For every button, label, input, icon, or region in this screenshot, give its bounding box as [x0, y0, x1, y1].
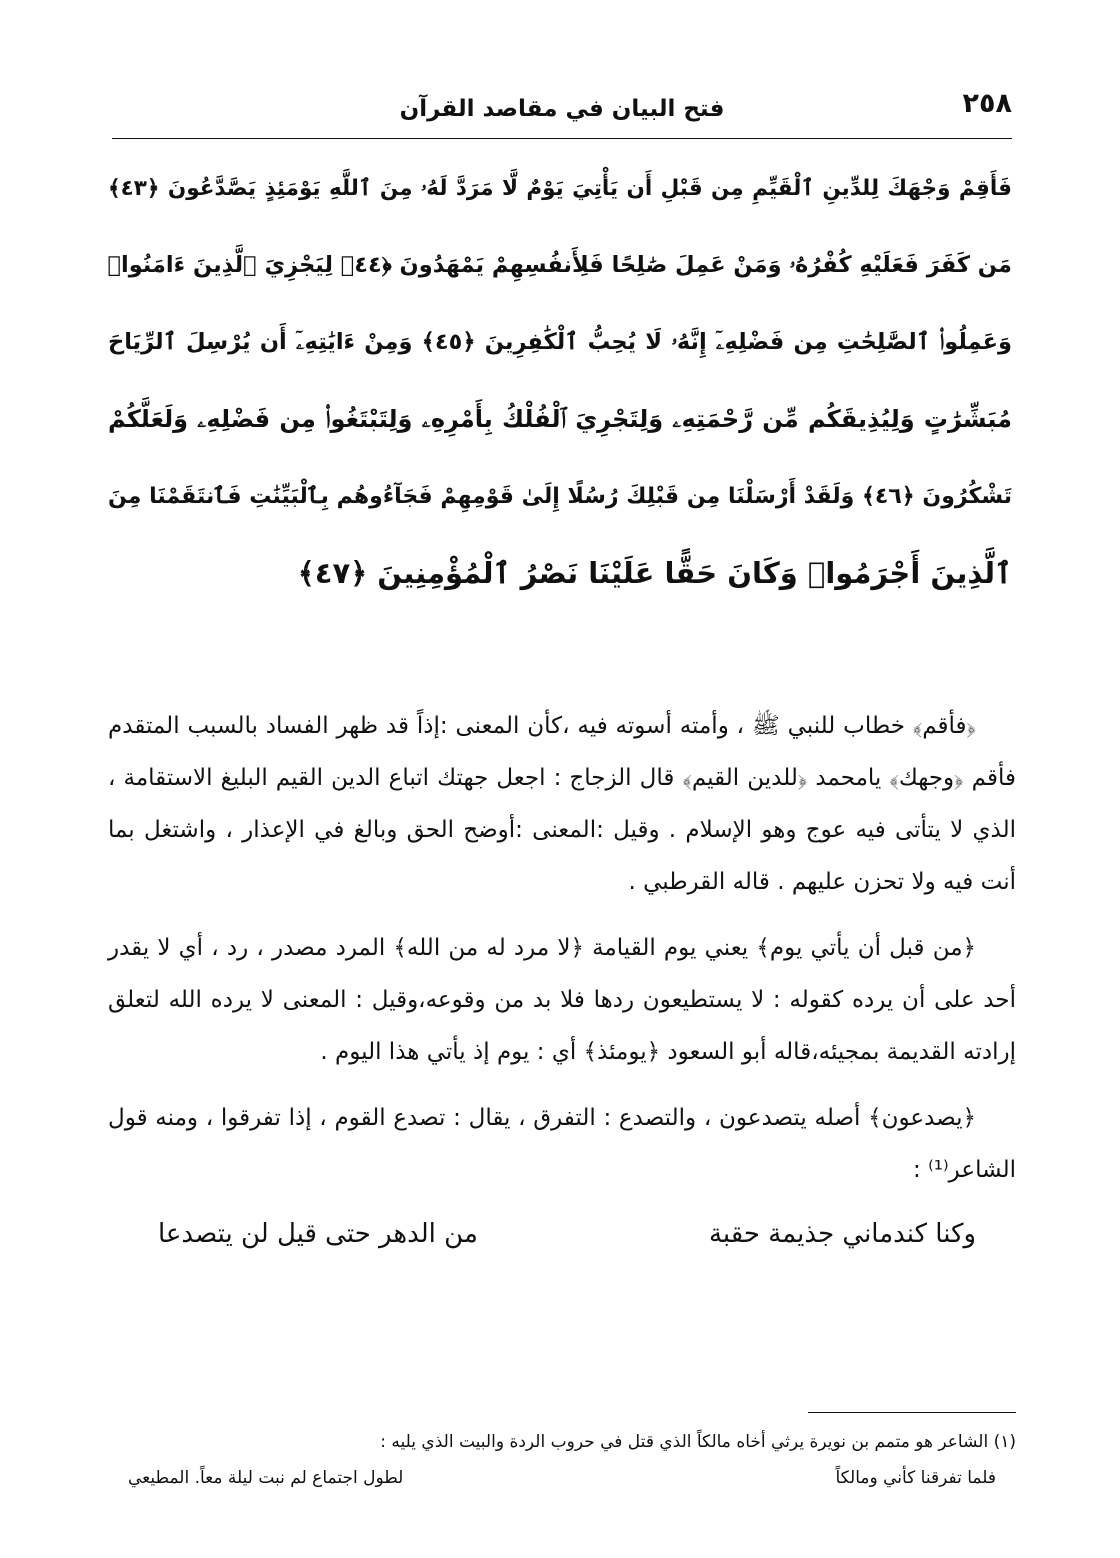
verse-first-hemistich: وكنا كندماني جذيمة حقبة — [708, 1219, 976, 1249]
commentary-paragraph: ﴿يصدعون﴾ أصله يتصدعون ، والتصدع : التفرق ، يقال : تصدع القوم ، إذا تفرقوا ، ومنه قول الشاعر⁽¹⁾ : — [108, 1105, 1016, 1183]
quran-text — [108, 150, 1012, 612]
book-title: فتح البيان في مقاصد القرآن — [399, 96, 725, 122]
poetry-verse — [108, 1210, 1016, 1258]
verse-second-hemistich: من الدهر حتى قيل لن يتصدعا — [158, 1219, 478, 1249]
quran-line: مَن كَفَرَ فَعَلَيْهِ كُفْرُهُۥ وَمَنْ عَمِلَ صَٰلِحًا فَلِأَنفُسِهِمْ يَمْهَدُونَ ﴿٤٤﴾ لِيَجْزِيَ ٱلَّذِينَ ءَامَنُوا۟ — [107, 252, 1012, 278]
footnote-divider — [808, 1412, 1016, 1413]
header-divider — [112, 138, 1012, 139]
running-head — [112, 78, 1012, 138]
quran-line: وَعَمِلُوا۟ ٱلصَّٰلِحَٰتِ مِن فَضْلِهِۦٓ إِنَّهُۥ لَا يُحِبُّ ٱلْكَٰفِرِينَ ﴿٤٥﴾ وَمِنْ ءَايَٰتِهِۦٓ أَن يُرْسِلَ ٱلرِّيَاحَ — [108, 329, 1012, 355]
footnotes — [108, 1424, 1016, 1496]
footnote-verse-second: لطول اجتماع لم نبت ليلة معاً. المطيعي — [128, 1468, 404, 1488]
commentary-paragraph: ﴿من قبل أن يأتي يوم﴾ يعني يوم القيامة ﴿لا مرد له من الله﴾ المرد مصدر ، رد ، أي لا يقدر أحد على أن يرده كقوله : لا يستطيعون ردها فلا بد من وقوعه،وقيل : المعنى لا يرده الله لتعلق إرادته القديمة بمجيئه،قاله أبو السعود ﴿يومئذ﴾ أي : يوم إذ يأتي هذا اليوم . — [108, 935, 1016, 1065]
quran-line: تَشْكُرُونَ ﴿٤٦﴾ وَلَقَدْ أَرْسَلْنَا مِن قَبْلِكَ رُسُلًا إِلَىٰ قَوْمِهِمْ فَجَآءُوهُم بِٱلْبَيِّنَٰتِ فَٱنتَقَمْنَا مِنَ — [108, 484, 1012, 509]
commentary-paragraph: ﴿فأقم﴾ خطاب للنبي ﷺ ، وأمته أسوته فيه ،كأن المعنى :إذاً قد ظهر الفساد بالسبب المتقدم فأقم ﴿وجهك﴾ يامحمد ﴿للدين القيم﴾ قال الزجاج : اجعل جهتك اتباع الدين القيم البليغ الاستقامة ، الذي لا يتأتى فيه عوج وهو الإسلام . وقيل :المعنى :أوضح الحق وبالغ في الإعذار ، واشتغل بما أنت فيه ولا تحزن عليهم . قاله القرطبي . — [108, 713, 1016, 895]
quran-line: مُبَشِّرَٰتٍ وَلِيُذِيقَكُم مِّن رَّحْمَتِهِۦ وَلِتَجْرِيَ ٱلْفُلْكُ بِأَمْرِهِۦ وَلِتَبْتَغُوا۟ مِن فَضْلِهِۦ وَلَعَلَّكُمْ — [108, 405, 1012, 433]
footnote-verse-first: فلما تفرقنا كأني ومالكاً — [835, 1468, 996, 1488]
page-number: ٢٥٨ — [962, 88, 1012, 119]
quran-line: ٱلَّذِينَ أَجْرَمُوا۟ وَكَانَ حَقًّا عَلَيْنَا نَصْرُ ٱلْمُؤْمِنِينَ ﴿٤٧﴾ — [297, 556, 1012, 590]
footnote-text: (١) الشاعر هو متمم بن نويرة يرثي أخاه مالكاً الذي قتل في حروب الردة والبيت الذي يليه : — [380, 1432, 1016, 1452]
footnote-verse — [108, 1460, 1016, 1496]
quran-line: فَأَقِمْ وَجْهَكَ لِلدِّينِ ٱلْقَيِّمِ مِن قَبْلِ أَن يَأْتِيَ يَوْمٌ لَّا مَرَدَّ لَهُۥ مِنَ ٱللَّهِ يَوْمَئِذٍ يَصَّدَّعُونَ ﴿٤٣﴾ — [108, 176, 1012, 201]
commentary — [108, 700, 1016, 1258]
